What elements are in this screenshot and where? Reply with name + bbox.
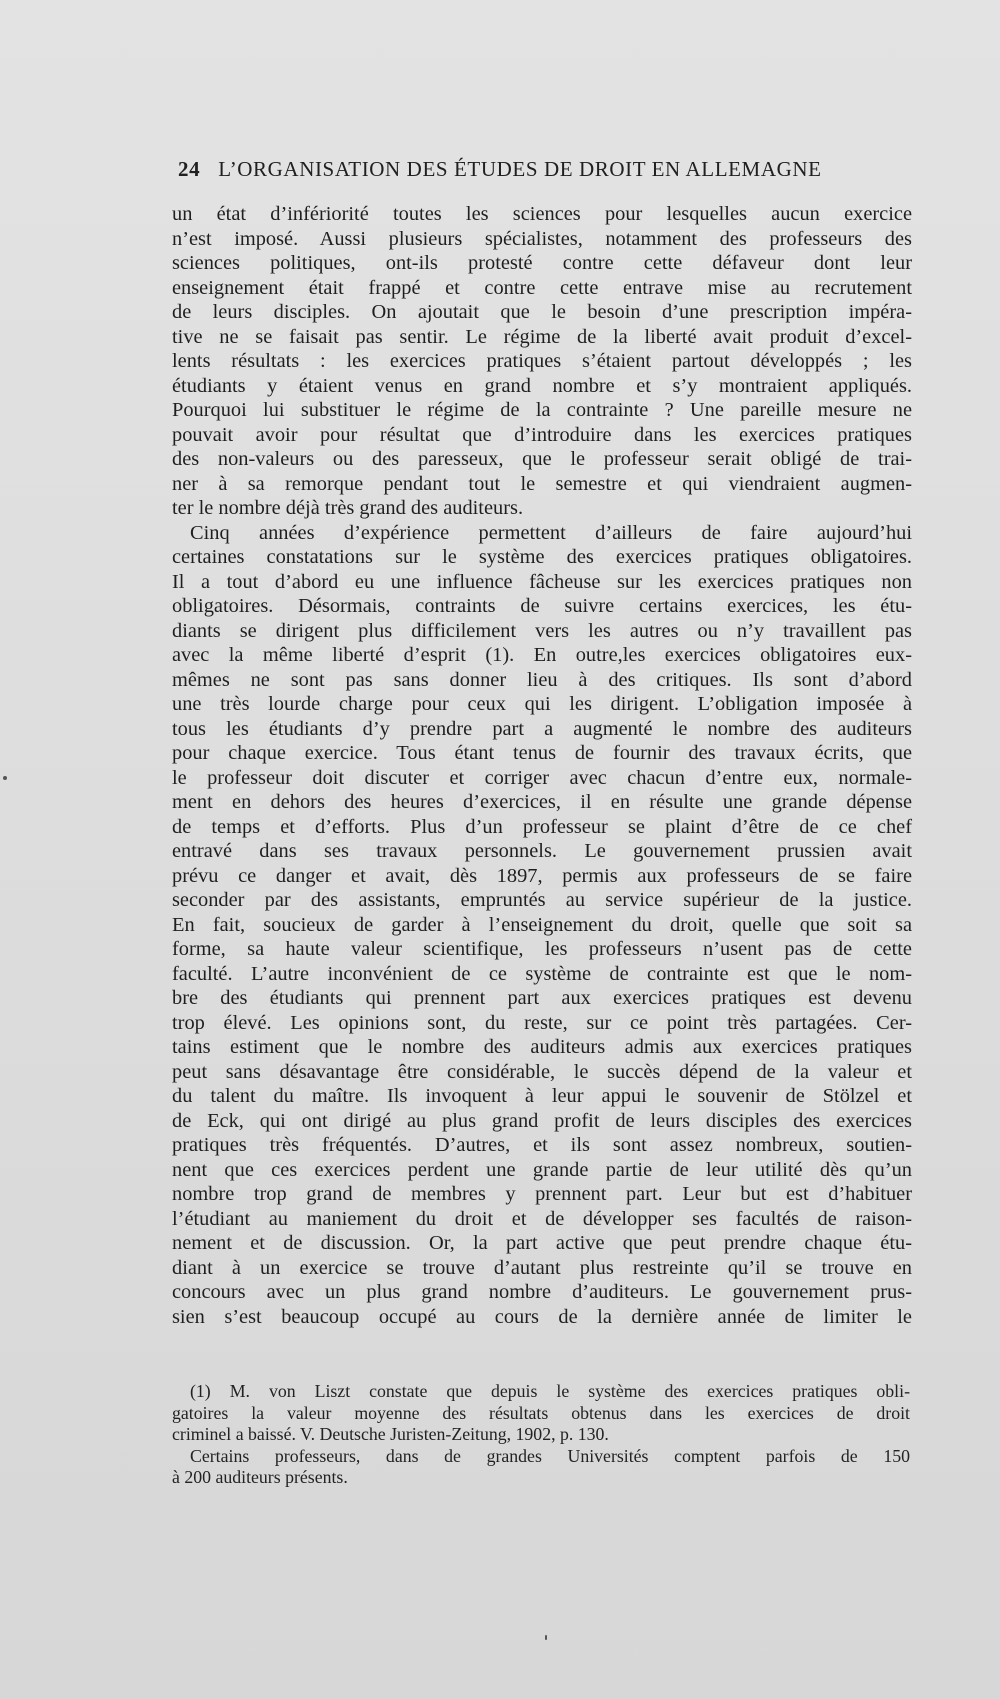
text-line: sien s’est beaucoup occupé au cours de la dernière année de limiter le [172, 1305, 912, 1328]
text-line: Pourquoi lui substituer le régime de la contrainte ? Une pareille mesure ne [172, 399, 912, 421]
text-line: diants se dirigent plus difficilement vers les autres ou n’y travaillent pas [172, 619, 912, 642]
running-title: L’ORGANISATION DES ÉTUDES DE DROIT EN ALLEMAGNE [218, 157, 822, 181]
text-line: enseignement était frappé et contre cette entrave mise au recrutement [172, 276, 912, 299]
text-line: obligatoires. Désormais, contraints de suivre certains exercices, les étu- [172, 595, 912, 617]
text-line: entravé dans ses travaux personnels. Le gouvernement prussien avait [172, 840, 912, 862]
text-line: avec la même liberté d’esprit (1). En outre,les exercices obligatoires eux- [172, 644, 912, 666]
text-line: pouvait avoir pour résultat que d’introduire dans les exercices pratiques [172, 423, 912, 446]
text-line: concours avec un plus grand nombre d’auditeurs. Le gouvernement prus- [172, 1281, 912, 1303]
text-line: Cinq années d’expérience permettent d’ailleurs de faire aujourd’hui [190, 521, 912, 544]
text-line: un état d’infériorité toutes les sciences pour lesquelles aucun exercice [172, 203, 912, 225]
text-line: faculté. L’autre inconvénient de ce système de contrainte est que le nom- [172, 962, 912, 985]
text-line: de temps et d’efforts. Plus d’un professeur se plaint d’être de ce chef [172, 815, 912, 838]
text-line: des non-valeurs ou des paresseux, que le professeur serait obligé de trai- [172, 448, 912, 470]
text-line: forme, sa haute valeur scientifique, les professeurs n’usent pas de cette [172, 938, 912, 960]
footnote-line: (1) M. von Liszt constate que depuis le système des exercices pratiques obli- [190, 1381, 910, 1401]
text-line: ment en dehors des heures d’exercices, il en résulte une grande dépense [172, 791, 912, 813]
text-line: mêmes ne sont pas sans donner lieu à des critiques. Ils sont d’abord [172, 668, 912, 691]
text-line: diant à un exercice se trouve d’autant plus restreinte qu’il se trouve en [172, 1256, 912, 1279]
footnote-line: criminel a baissé. V. Deutsche Juristen-Zeitung, 1902, p. 130. [172, 1424, 609, 1444]
running-header [178, 157, 878, 182]
text-line: nent que ces exercices perdent une grande partie de leur utilité dès qu’un [172, 1158, 912, 1181]
text-line: nombre trop grand de membres y prennent part. Leur but est d’habituer [172, 1183, 912, 1205]
text-line: En fait, soucieux de garder à l’enseignement du droit, quelle que soit sa [172, 913, 912, 936]
text-line: de Eck, qui ont dirigé au plus grand profit de leurs disciples des exercices [172, 1109, 912, 1132]
text-line: ner à sa remorque pendant tout le semestre et qui viendraient augmen- [172, 472, 912, 495]
text-line: bre des étudiants qui prennent part aux exercices pratiques est devenu [172, 987, 912, 1009]
paper-speck [545, 1635, 547, 1640]
text-line: lents résultats : les exercices pratiques s’étaient partout développés ; les [172, 350, 912, 372]
text-line: n’est imposé. Aussi plusieurs spécialistes, notamment des professeurs des [172, 227, 912, 250]
body-text [172, 202, 912, 1329]
text-line: pour chaque exercice. Tous étant tenus de fournir des travaux écrits, que [172, 742, 912, 764]
text-line: certaines constatations sur le système des exercices pratiques obligatoires. [172, 546, 912, 568]
text-line: sciences politiques, ont-ils protesté contre cette défaveur dont leur [172, 252, 912, 274]
text-line: une très lourde charge pour ceux qui les dirigent. L’obligation imposée à [172, 693, 912, 715]
text-line: tous les étudiants d’y prendre part a augmenté le nombre des auditeurs [172, 717, 912, 740]
text-line: nement et de discussion. Or, la part active que peut prendre chaque étu- [172, 1232, 912, 1254]
page-number: 24 [178, 157, 201, 181]
text-line: seconder par des assistants, empruntés au service supérieur de la justice. [172, 889, 912, 911]
footnote-line: à 200 auditeurs présents. [172, 1467, 348, 1487]
paper-speck [3, 776, 7, 780]
text-line: pratiques très fréquentés. D’autres, et ils sont assez nombreux, soutien- [172, 1134, 912, 1156]
text-line: Il a tout d’abord eu une influence fâcheuse sur les exercices pratiques non [172, 570, 912, 593]
footnotes [172, 1381, 910, 1489]
text-line: tive ne se faisait pas sentir. Le régime de la liberté avait produit d’excel- [172, 325, 912, 348]
footnote-line: Certains professeurs, dans de grandes Universités comptent parfois de 150 [190, 1445, 910, 1466]
text-line: tains estiment que le nombre des auditeurs admis aux exercices pratiques [172, 1036, 912, 1058]
text-line: le professeur doit discuter et corriger avec chacun d’entre eux, normale- [172, 766, 912, 789]
text-line: ter le nombre déjà très grand des auditeurs. [172, 497, 524, 519]
text-line: prévu ce danger et avait, dès 1897, permis aux professeurs de se faire [172, 864, 912, 887]
footnote-line: gatoires la valeur moyenne des résultats obtenus dans les exercices de droit [172, 1402, 910, 1423]
text-line: du talent du maître. Ils invoquent à leur appui le souvenir de Stölzel et [172, 1085, 912, 1107]
text-line: l’étudiant au maniement du droit et de développer ses facultés de raison- [172, 1207, 912, 1230]
text-line: étudiants y étaient venus en grand nombre et s’y montraient appliqués. [172, 374, 912, 397]
text-line: de leurs disciples. On ajoutait que le besoin d’une prescription impéra- [172, 301, 912, 323]
text-line: trop élevé. Les opinions sont, du reste, sur ce point très partagées. Cer- [172, 1011, 912, 1034]
text-line: peut sans désavantage être considérable, le succès dépend de la valeur et [172, 1060, 912, 1083]
